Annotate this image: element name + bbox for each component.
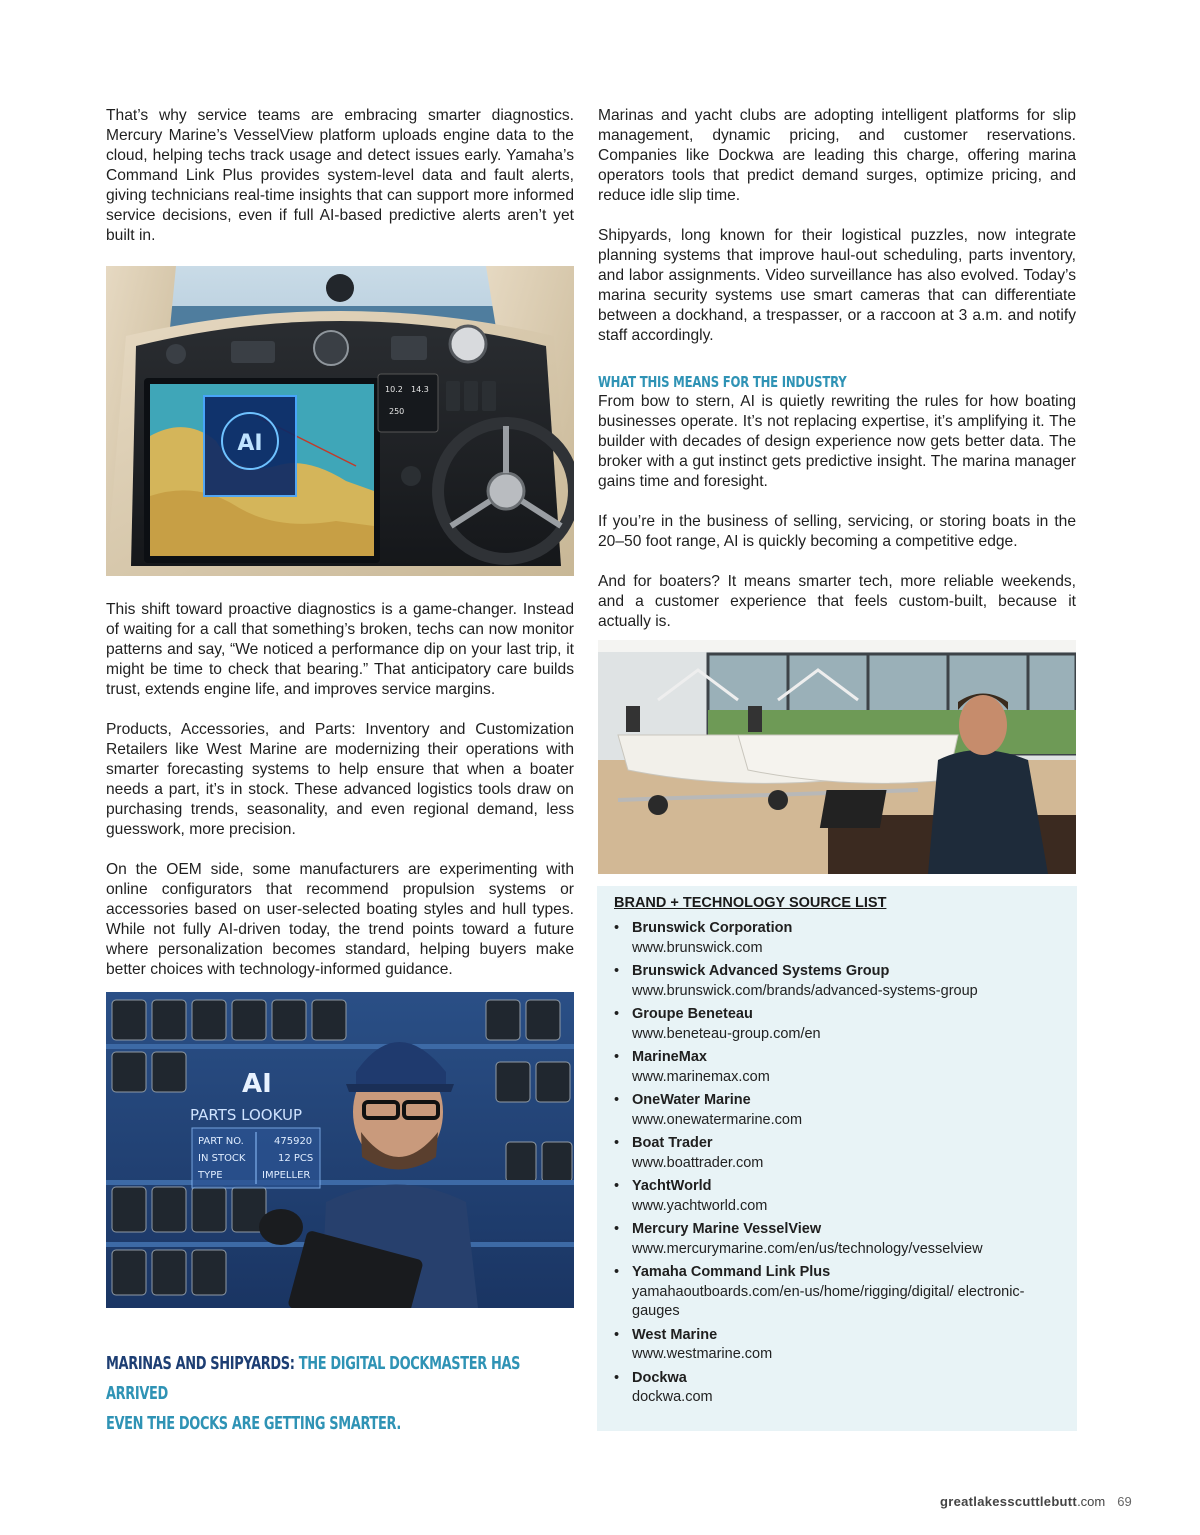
list-item: • YachtWorld www.yachtworld.com [614,1177,1064,1216]
list-item: • MarineMax www.marinemax.com [614,1048,1064,1087]
source-list-box [597,886,1077,1431]
list-item: • West Marine www.westmarine.com [614,1326,1064,1365]
list-item: • Brunswick Advanced Systems Group www.brunswick.com/brands/advanced-systems-group [614,962,1064,1001]
parts-row-label-1: IN STOCK [198,1153,246,1164]
paragraph-bow-to-stern: From bow to stern, AI is quietly rewriting the rules for how boating businesses operate. It’s not replacing expertise, it’s amplifying it. The builder with decades of design experience now gets better data. The broker with a gut instinct gets predictive insight. The marina manager gains time and foresight. [598,393,1076,490]
parts-overlay-title: AI [242,1069,272,1099]
industry-heading: WHAT THIS MEANS FOR THE INDUSTRY [598,373,847,391]
source-link[interactable]: www.westmarine.com [632,1346,773,1362]
page-number: 69 [1117,1494,1132,1509]
parts-lookup-image [106,992,574,1308]
paragraph-marinas: Marinas and yacht clubs are adopting intelligent platforms for slip management, dynamic pricing, and customer reservations. Companies like Dockwa are leading this charge, offering marina operators tools that predict demand surges, optimize pricing, and reduce idle slip time. [598,107,1076,204]
list-item: • Brunswick Corporation www.brunswick.com [614,919,1064,958]
source-link[interactable]: www.brunswick.com/brands/advanced-systems-group [632,982,978,999]
source-link[interactable]: www.beneteau-group.com/en [632,1025,821,1042]
parts-overlay-subtitle: PARTS LOOKUP [190,1106,303,1124]
source-list [614,919,1064,1412]
gauge-readout-3: 250 [389,407,405,416]
paragraph-business: If you’re in the business of selling, servicing, or storing boats in the 20–50 foot range, AI is quickly becoming a competitive edge. [598,513,1076,550]
source-link[interactable]: www.boattrader.com [632,1154,764,1171]
source-link[interactable]: dockwa.com [632,1389,713,1405]
source-link[interactable]: www.onewatermarine.com [632,1111,803,1128]
footer-tld: .com [1077,1494,1106,1509]
source-link[interactable]: www.mercurymarine.com/en/us/technology/vesselview [632,1240,983,1257]
parts-row-value-1: 12 PCS [278,1153,314,1164]
paragraph-oem: On the OEM side, some manufacturers are experimenting with online configurators that recommend propulsion systems or accessories based on user-selected boating styles and hull types. While not fully AI-driven today, the trend points toward a future where personalization becomes standard, helping buyers make better choices with technology-informed guidance. [106,861,574,978]
paragraph-parts: Products, Accessories, and Parts: Inventory and Customization Retailers like West Marine are modernizing their operations with smarter forecasting systems to help ensure that when a boater needs a part, it’s in stock. These advanced logistics tools draw on purchasing trends, seasonality, and even regional demand, less guesswork, more precision. [106,721,574,838]
source-link[interactable]: www.yachtworld.com [632,1197,768,1214]
showroom-image [598,640,1076,874]
gauge-readout-2: 14.3 [411,385,429,394]
parts-row-value-0: 475920 [274,1136,313,1147]
paragraph-proactive: This shift toward proactive diagnostics is a game-changer. Instead of waiting for a call that something’s broken, techs can now monitor patterns and say, “We noticed a performance dip on your last trip, it might be time to check that bearing.” That anticipatory care builds trust, extends engine life, and improves service margins. [106,601,574,698]
list-item: • OneWater Marine www.onewatermarine.com [614,1091,1064,1130]
showroom-illustration [598,640,1076,874]
list-item: • Yamaha Command Link Plus yamahaoutboards.com/en-us/home/rigging/digital/ electronic-gauges [614,1263,1064,1322]
gauge-readout-1: 10.2 [385,385,403,394]
marinas-section-heading [106,1349,538,1439]
parts-row-label-0: PART NO. [198,1136,244,1147]
source-link[interactable]: www.brunswick.com [632,939,763,956]
left-column [106,106,574,1308]
list-item: • Mercury Marine VesselView www.mercurymarine.com/en/us/technology/vesselview [614,1220,1064,1259]
helm-illustration [106,266,574,576]
source-link[interactable]: www.marinemax.com [632,1068,770,1085]
parts-row-label-2: TYPE [198,1170,223,1181]
paragraph-boaters: And for boaters? It means smarter tech, more reliable weekends, and a customer experience that feels custom-built, because it actually is. [598,573,1076,630]
list-item: • Dockwa dockwa.com [614,1369,1064,1408]
paragraph-diagnostics: That’s why service teams are embracing smarter diagnostics. Mercury Marine’s VesselView platform uploads engine data to the cloud, helping techs track usage and detect issues early. Yamaha’s Command Link Plus provides system-level data and fault alerts, giving technicians real-time insights that can support more informed service decisions, even if full AI-based predictive alerts aren’t yet built in. [106,107,574,244]
right-column [598,106,1076,874]
helm-ai-image [106,266,574,576]
footer-site[interactable]: greatlakesscuttlebutt [940,1494,1078,1509]
helm-screen-label: AI [237,431,263,456]
paragraph-shipyards: Shipyards, long known for their logistical puzzles, now integrate planning systems that improve haul-out scheduling, parts inventory, and labor assignments. Video surveillance has also evolved. Today’s marina security systems use smart cameras that can differentiate between a dockhand, a trespasser, or a raccoon at 3 a.m. and notify staff accordingly. [598,227,1076,344]
source-list-title: BRAND + TECHNOLOGY SOURCE LIST [614,895,887,911]
heading-dark-part: MARINAS AND SHIPYARDS: [106,1353,295,1374]
page-footer [940,1494,1170,1509]
source-link[interactable]: yamahaoutboards.com/en-us/home/rigging/digital/ electronic-gauges [632,1283,1025,1319]
list-item: • Groupe Beneteau www.beneteau-group.com/en [614,1005,1064,1044]
heading-line-2: EVEN THE DOCKS ARE GETTING SMARTER. [106,1413,401,1434]
parts-row-value-2: IMPELLER [262,1170,311,1181]
parts-illustration [106,992,574,1308]
heading-light-part: THE DIGITAL DOCKMASTER HAS ARRIVED [106,1353,521,1404]
list-item: • Boat Trader www.boattrader.com [614,1134,1064,1173]
